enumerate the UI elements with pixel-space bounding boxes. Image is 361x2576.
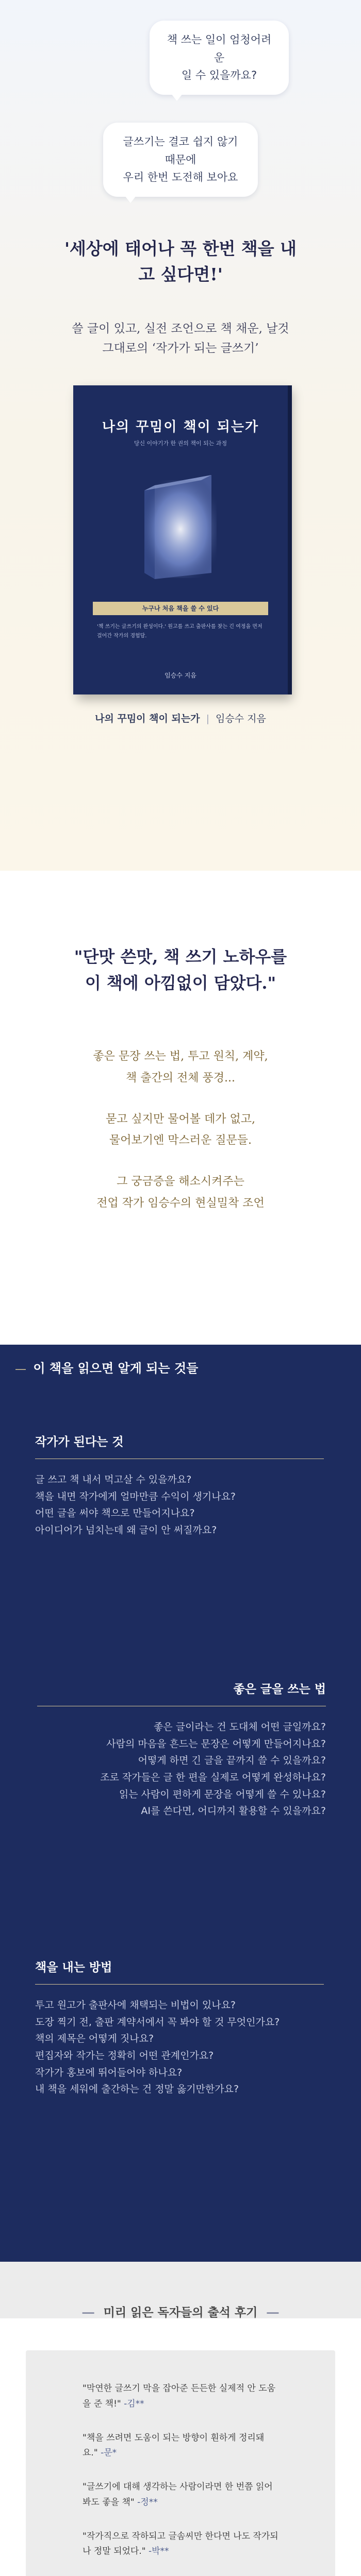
- caption-separator: |: [206, 713, 209, 724]
- list-item: 글 쓰고 책 내서 먹고살 수 있을까요?: [35, 1474, 192, 1485]
- hero-subtitle: 쓸 글이 있고, 실전 조언으로 책 채운, 날것 그대로의 ‘작가가 되는 글쓰기’: [72, 322, 289, 355]
- list-item: AI를 쓴다면, 어디까지 활용할 수 있을까요?: [141, 1805, 326, 1817]
- cover-tagline: 당신 이야기가 한 권의 책이 되는 과정: [134, 440, 227, 447]
- contents-header: [15, 1358, 198, 1376]
- speech-bubble-1: [150, 21, 289, 95]
- review-text: "작가직으로 작하되고 글솜씨만 한다면 나도 작가되나 정말 되었다.": [83, 2531, 278, 2557]
- cover-spine: [288, 385, 292, 694]
- intro-headline-line: 이 책에 아낌없이 담았다.": [85, 973, 276, 993]
- review-item: [83, 2431, 278, 2462]
- intro-line: 좋은 문장 쓰는 법, 투고 원칙, 계약,: [93, 1050, 268, 1063]
- list-item: 투고 원고가 출판사에 채택되는 비법이 있나요?: [35, 1999, 236, 2011]
- review-author: -김**: [124, 2398, 144, 2409]
- list-item: 작가가 홍보에 뛰어들어야 하나요?: [35, 2066, 183, 2078]
- intro-line: 묻고 싶지만 물어볼 데가 없고,: [106, 1112, 255, 1126]
- contents-part-1: [0, 1432, 361, 1539]
- list-item: 읽는 사람이 편하게 문장을 어떻게 쓸 수 있나요?: [119, 1788, 326, 1800]
- book-caption: [0, 711, 361, 725]
- bubble-line: 책 쓰는 일이 엄청어려운: [167, 33, 272, 64]
- part-question-list: [35, 1471, 361, 1539]
- part-question-list: [35, 1997, 361, 2098]
- intro-paragraph: [0, 1109, 361, 1152]
- review-text: "글쓰기에 대해 생각하는 사람이라면 한 번쯤 읽어봐도 좋을 책": [83, 2482, 273, 2507]
- list-item: 조로 작가들은 글 한 편을 실제로 어떻게 완성하나요?: [100, 1772, 326, 1784]
- reviews-header-text: 미리 읽은 독자들의 출석 후기: [103, 2306, 258, 2319]
- cover-face: [73, 385, 288, 694]
- bubble-line: 우리 한번 도전해 보아요: [123, 171, 238, 184]
- cover-author: 임승수 지음: [165, 672, 196, 679]
- cover-title: 나의 꾸밈이 책이 되는가: [102, 419, 259, 435]
- part-title: 책을 내는 방법: [35, 1961, 112, 1974]
- review-text: "막연한 글쓰기 막을 잡아준 든든한 실제적 안 도움을 준 책!": [83, 2383, 276, 2409]
- part-divider: [35, 1984, 324, 1985]
- contents-section: [0, 1391, 361, 2262]
- decorative-dash-icon: ―: [82, 2306, 94, 2319]
- intro-line: 물어보기엔 막스러운 질문들.: [109, 1134, 252, 1147]
- list-item: 편집자와 작가는 정확히 어떤 관계인가요?: [35, 2050, 214, 2062]
- list-item: 좋은 글이라는 건 도대체 어떤 글일까요?: [154, 1721, 326, 1733]
- hero-headline: '세상에 태어나 꼭 한번 책을 내고 싶다면!': [64, 239, 297, 284]
- list-item: 도장 찍기 전, 출판 계약서에서 꼭 봐야 할 것 무엇인가요?: [35, 2016, 280, 2028]
- speech-bubble-2: [103, 123, 258, 197]
- reviews-header: [0, 2303, 361, 2320]
- intro-lines: [0, 1046, 361, 1234]
- review-author: -박**: [148, 2546, 169, 2557]
- review-text: "책을 쓰려면 도움이 되는 방향이 훤하게 정리돼요.": [83, 2432, 265, 2459]
- contents-part-3: [0, 1958, 361, 2098]
- list-item: 책의 제목은 어떻게 짓나요?: [35, 2033, 154, 2045]
- intro-headline-line: "단맛 쓴맛, 책 쓰기 노하우를: [74, 947, 287, 967]
- part-title: 작가가 된다는 것: [35, 1435, 124, 1449]
- list-item: 아이디어가 넘치는데 왜 글이 안 써질까요?: [35, 1524, 217, 1536]
- reviews-section: [0, 2262, 361, 2576]
- intro-section: [0, 871, 361, 1345]
- bubble-line: 글쓰기는 결코 쉽지 않기 때문에: [123, 135, 238, 166]
- list-item: 어떤 글을 써야 책으로 만들어지나요?: [35, 1507, 195, 1519]
- list-item: 사람의 마음을 흔드는 문장은 어떻게 만들어지나요?: [106, 1738, 326, 1750]
- caption-title: 나의 꾸밈이 책이 되는가: [95, 713, 200, 724]
- review-item: [83, 2529, 278, 2560]
- intro-paragraph: [0, 1046, 361, 1089]
- decorative-dash-icon: ―: [267, 2306, 279, 2319]
- decorative-dash-icon: ―: [15, 1363, 26, 1375]
- intro-headline: [0, 944, 361, 996]
- list-item: 책을 내면 작가에게 얼마만큼 수익이 생기나요?: [35, 1490, 236, 1502]
- review-item: [83, 2480, 278, 2511]
- part-title: 좋은 글을 쓰는 법: [233, 1683, 326, 1696]
- contents-header-text: 이 책을 읽으면 알게 되는 것들: [33, 1361, 199, 1376]
- cover-banner: 누구나 처음 책을 쓸 수 있다: [93, 602, 268, 615]
- list-item: 어떻게 하면 긴 글을 끝까지 쓸 수 있을까요?: [138, 1755, 326, 1767]
- cover-blurb: '책 쓰기는 글쓰기의 완성이다.' 원고를 쓰고 출판사를 찾는 긴 여정을 먼저 걸어간 작가의 경험담.: [97, 624, 262, 639]
- intro-line: 전업 작가 임승수의 현실밀착 조언: [96, 1196, 265, 1210]
- list-item: 내 책을 세워에 출간하는 건 정말 옳기만한가요?: [35, 2083, 239, 2095]
- glowing-cube-illustration: [134, 470, 227, 584]
- intro-line: 그 궁금증을 해소시켜주는: [117, 1175, 244, 1189]
- contents-part-2: [0, 1680, 361, 1820]
- book-cover: [73, 385, 288, 694]
- reviews-card: [26, 2350, 335, 2576]
- intro-line: 책 출간의 전체 풍경...: [126, 1071, 235, 1084]
- review-author: -문*: [101, 2448, 117, 2459]
- hero-section: [0, 0, 361, 871]
- review-author: -정**: [137, 2497, 158, 2507]
- intro-paragraph: [0, 1171, 361, 1214]
- contents-header-bar: [0, 1345, 361, 1391]
- part-question-list: [0, 1719, 326, 1820]
- review-item: [83, 2381, 278, 2412]
- bubble-line: 일 수 있을까요?: [181, 69, 257, 82]
- caption-author: 임승수 지음: [216, 713, 266, 724]
